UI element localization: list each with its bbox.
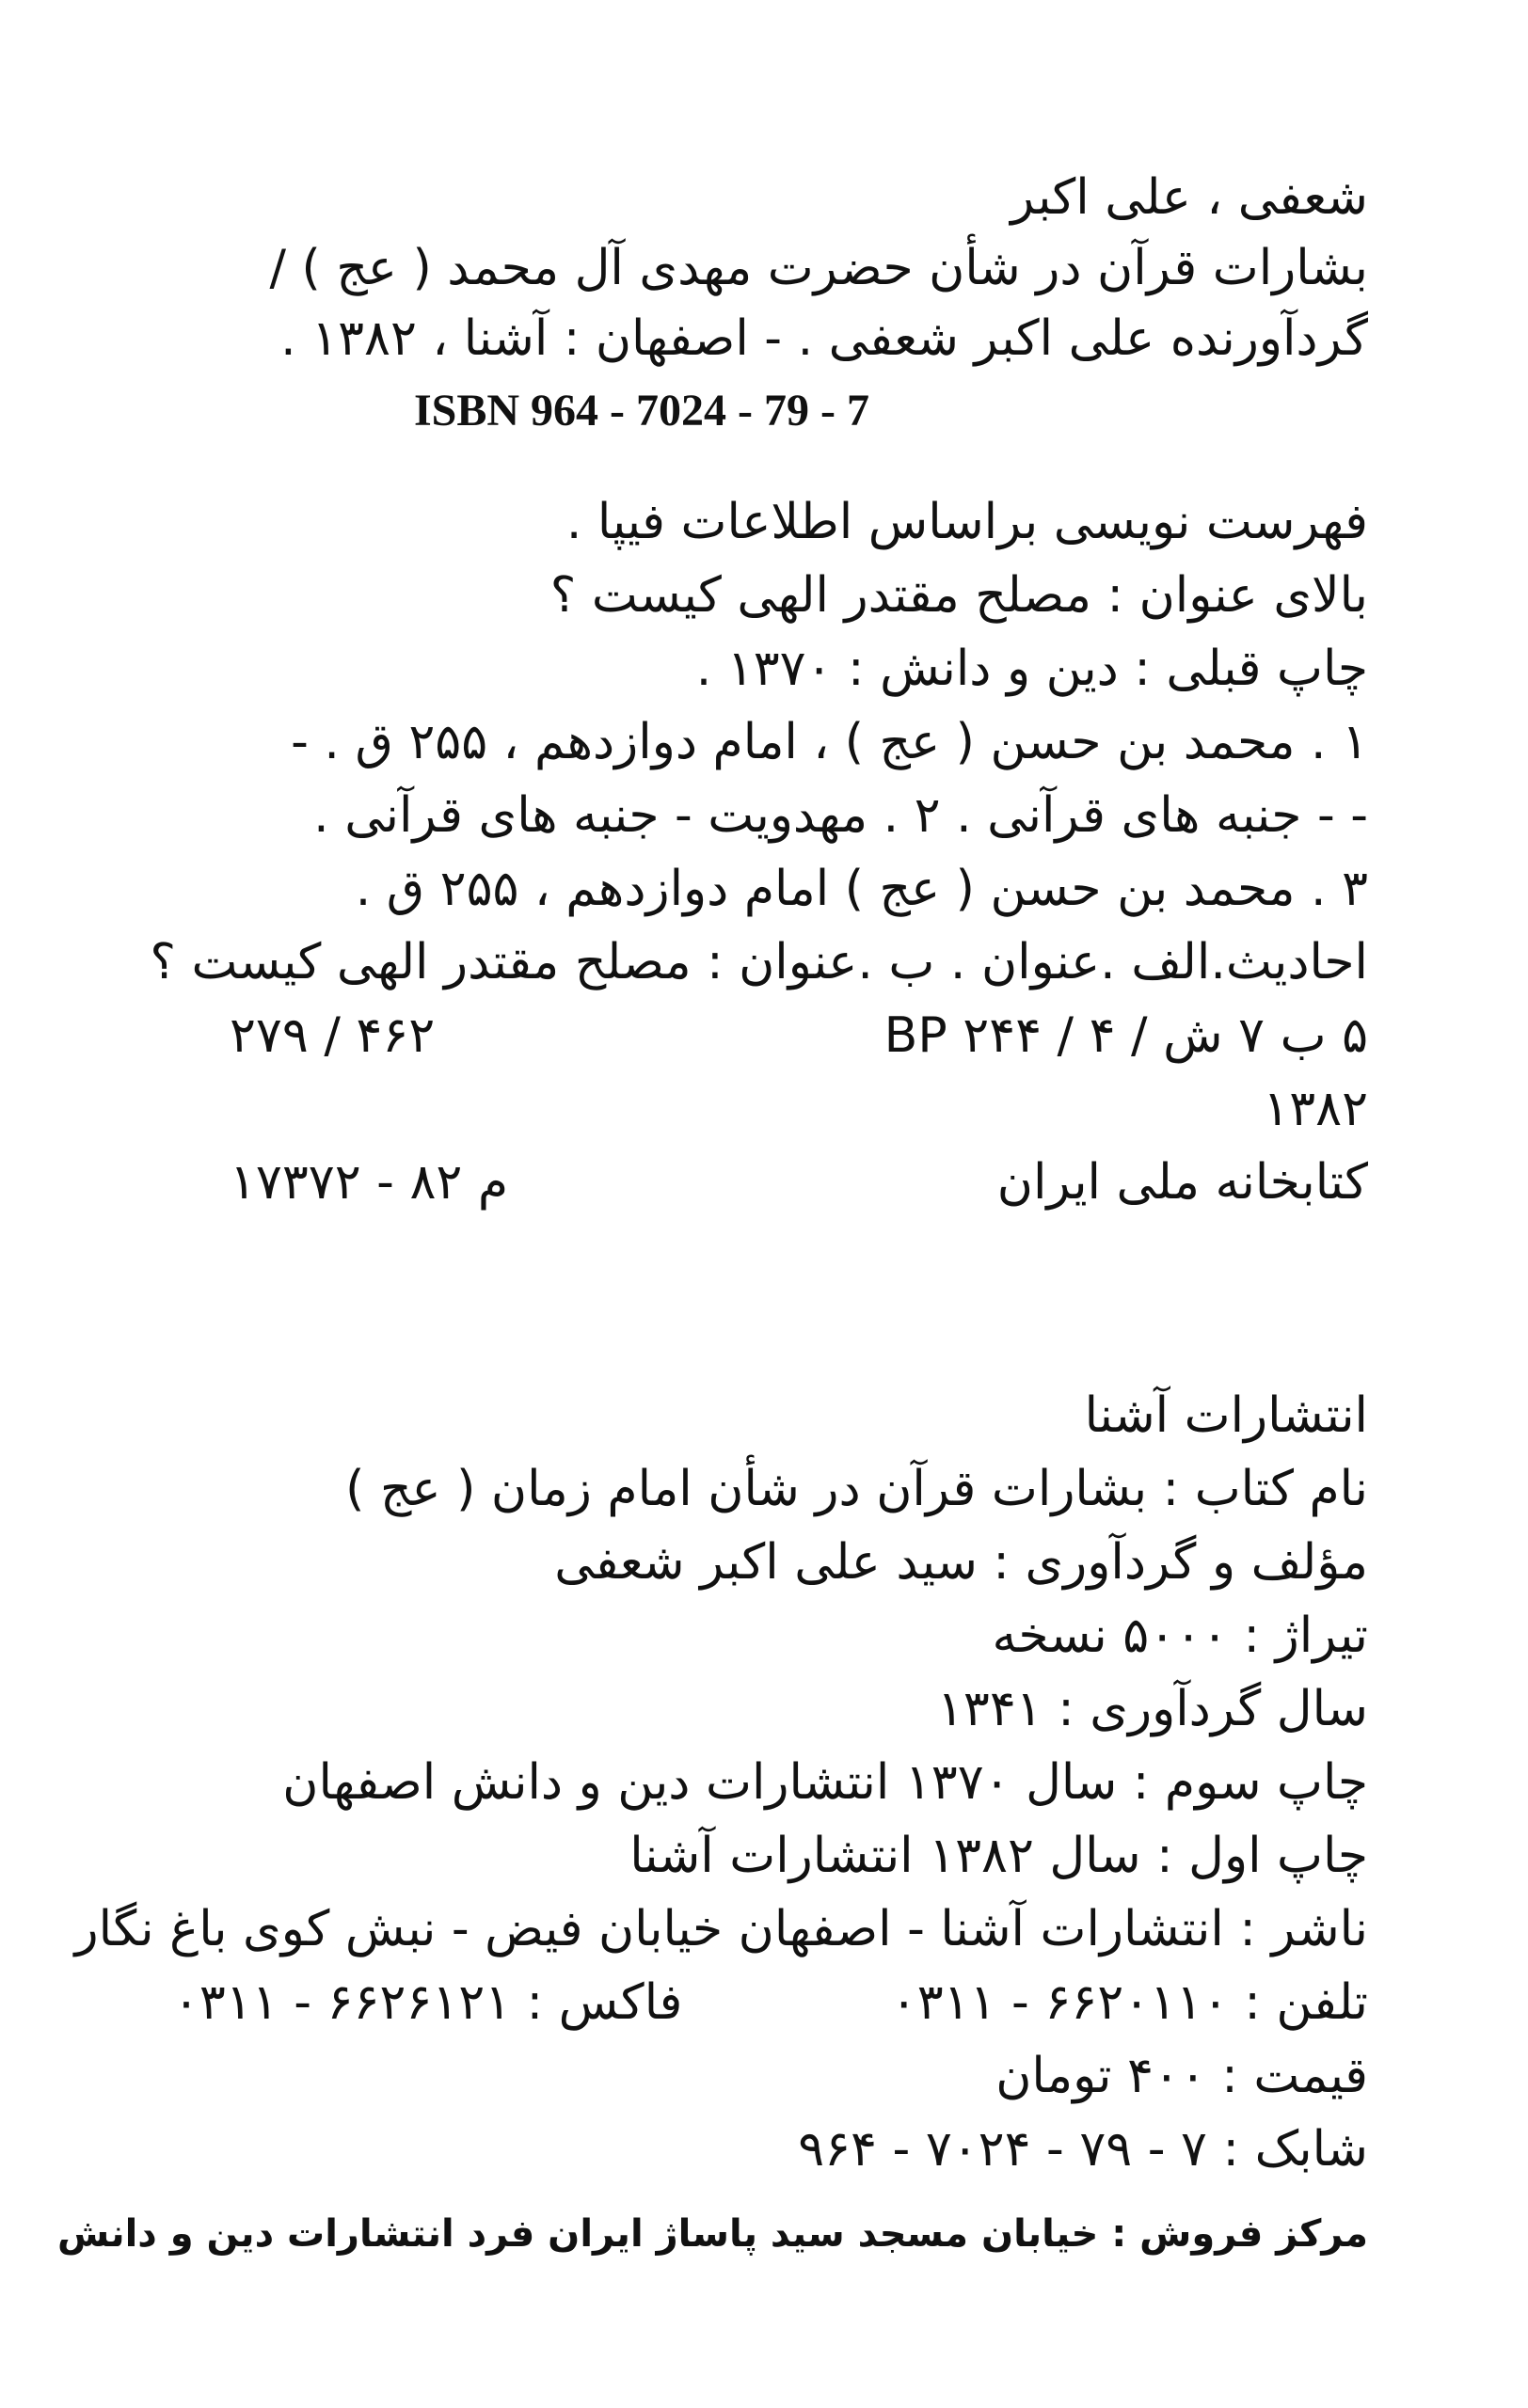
subject3-line: ۳ . محمد بن حسن ( عج ) امام دوازدهم ، ۲۵۵ ق .: [355, 861, 1368, 917]
subject2-line: - - جنبه های قرآنی . ۲ . مهدویت - جنبه های قرآنی .: [313, 787, 1368, 844]
classification-left: ۵ ب ۷ ش / ۴ / ۲۴۴ BP: [883, 1007, 1368, 1064]
fipa-note-line: فهرست نویسی براساس اطلاعات فیپا .: [565, 494, 1368, 550]
first-print-line: چاپ اول : سال ۱۳۸۲ انتشارات آشنا: [629, 1828, 1368, 1884]
library-row: [230, 1149, 1368, 1215]
sales-center-line: مرکز فروش : خیابان مسجد سید پاساژ ایران فرد انتشارات دین و دانش: [57, 2212, 1368, 2256]
subject1-line: ۱ . محمد بن حسن ( عج ) ، امام دوازدهم ، ۲۵۵ ق . -: [291, 714, 1368, 770]
phone-text: تلفن : ۶۶۲۰۱۱۰ - ۰۳۱۱: [890, 1974, 1368, 2031]
publisher-name-line: انتشارات آشنا: [1084, 1387, 1368, 1444]
title-line: بشارات قرآن در شأن حضرت مهدی آل محمد ( عج ) /: [269, 240, 1368, 296]
third-print-line: چاپ سوم : سال ۱۳۷۰ انتشارات دین و دانش اصفهان: [282, 1754, 1368, 1811]
publisher-address-line: ناشر : انتشارات آشنا - اصفهان خیابان فیض - نبش کوی باغ نگار: [74, 1901, 1368, 1957]
year-line: ۱۳۸۲: [1263, 1081, 1368, 1137]
classification-row: [230, 1003, 1368, 1069]
contact-row: [173, 1970, 1368, 2036]
collection-year-line: سال گردآوری : ۱۳۴۱: [937, 1681, 1368, 1737]
author-line: شعفی ، علی اکبر: [1011, 169, 1368, 226]
price-line: قیمت : ۴۰۰ تومان: [995, 2048, 1368, 2104]
circulation-line: تیراژ : ۵۰۰۰ نسخه: [992, 1608, 1368, 1664]
top-title-line: بالای عنوان : مصلح مقتدر الهی کیست ؟: [549, 567, 1368, 624]
previous-print-line: چاپ قبلی : دین و دانش : ۱۳۷۰ .: [695, 641, 1368, 697]
book-name-line: نام کتاب : بشارات قرآن در شأن امام زمان ( عج ): [345, 1461, 1368, 1517]
fax-text: فاکس : ۶۶۲۶۱۲۱ - ۰۳۱۱: [173, 1974, 683, 2031]
section-gap: [0, 1289, 1528, 1290]
publication-line: گردآورنده علی اکبر شعفی . - اصفهان : آشنا ، ۱۳۸۲ .: [280, 310, 1368, 367]
library-name: کتابخانه ملی ایران: [996, 1154, 1368, 1211]
author-credit-line: مؤلف و گردآوری : سید علی اکبر شعفی: [554, 1534, 1368, 1591]
classification-right: ۴۶۲ / ۲۷۹: [230, 1007, 436, 1064]
library-code: م ۸۲ - ۱۷۳۷۲: [230, 1154, 509, 1211]
isbn-line: ISBN 964 - 7024 - 79 - 7: [413, 386, 869, 436]
isbn-fa-line: شابک : ۷ - ۷۹ - ۷۰۲۴ - ۹۶۴: [798, 2121, 1368, 2178]
subject4-line: احادیث.الف .عنوان . ب .عنوان : مصلح مقتدر الهی کیست ؟: [150, 934, 1368, 990]
